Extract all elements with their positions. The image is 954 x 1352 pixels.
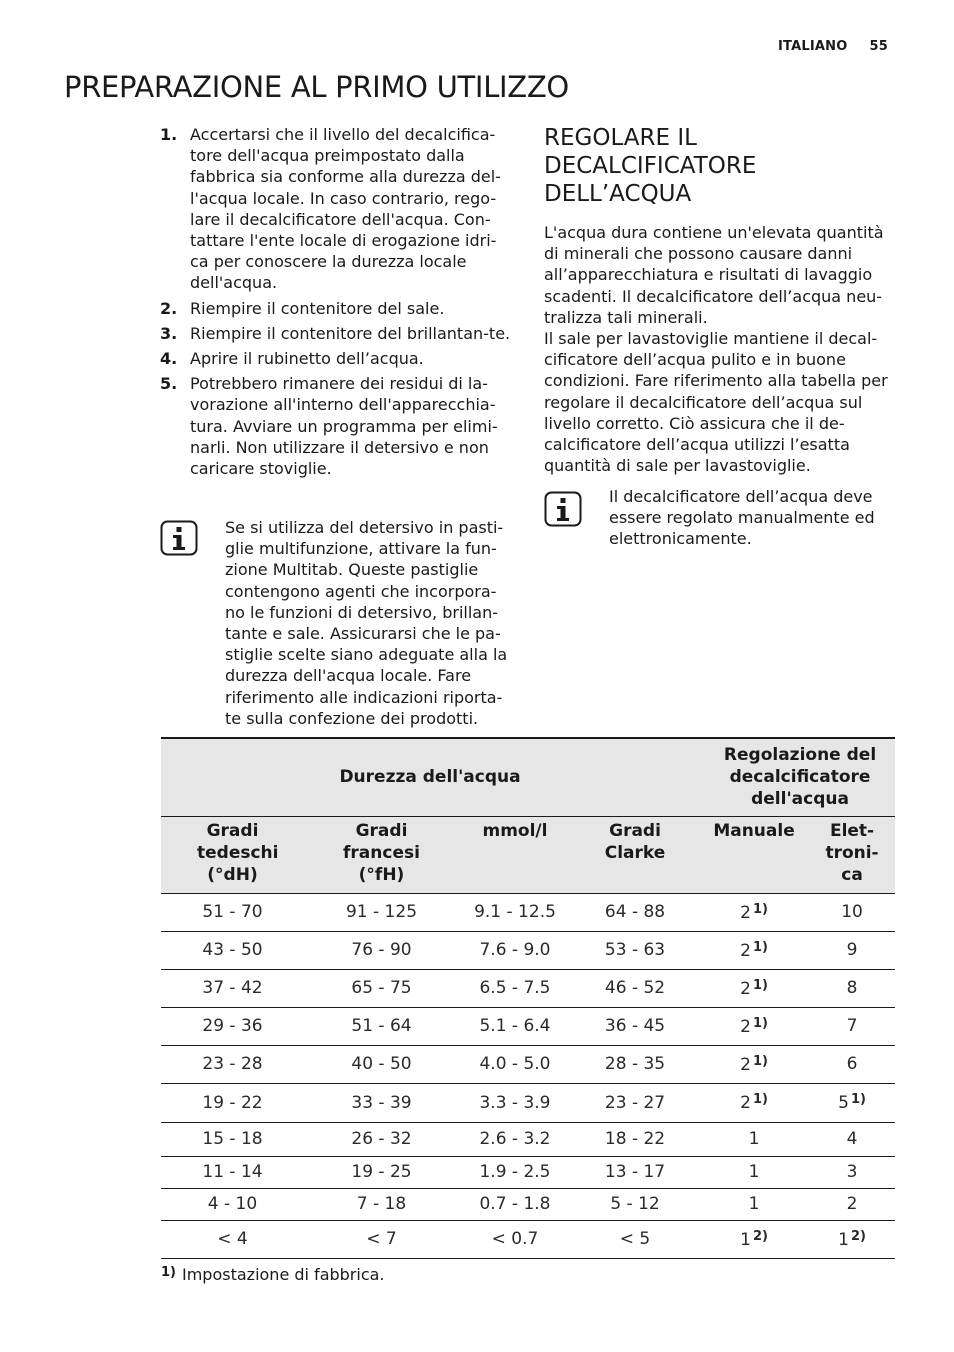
table-cell xyxy=(809,1122,895,1156)
table-cell: < 0.7 xyxy=(459,1220,571,1258)
page-number: 55 xyxy=(869,39,888,54)
group-header-adjustment xyxy=(699,738,895,816)
step-item xyxy=(160,124,512,294)
table-cell xyxy=(699,1188,809,1220)
table-cell xyxy=(699,1083,809,1122)
table-cell: 7 - 18 xyxy=(304,1188,459,1220)
setting-value: 2 xyxy=(740,1054,751,1075)
footnote-ref: 2) xyxy=(752,1228,768,1244)
table-cell: 6.5 - 7.5 xyxy=(459,969,571,1007)
table-row xyxy=(161,893,895,931)
setting-value: 2 xyxy=(740,940,751,961)
page-header xyxy=(778,39,888,54)
table-cell: 33 - 39 xyxy=(304,1083,459,1122)
column-header-label: Gradi Clarke xyxy=(604,820,666,863)
table-cell xyxy=(699,1220,809,1258)
table-cell: < 4 xyxy=(161,1220,304,1258)
multitab-note xyxy=(160,517,512,729)
table-cell: 11 - 14 xyxy=(161,1156,304,1188)
footnote-ref: 1) xyxy=(752,977,768,993)
step-text: Accertarsi che il livello del decalcifica-tore dell'acqua preimpostato dalla fabbrica sia conforme alla durezza del-l'acqua locale. In caso contrario, rego-lare il decalcificatore dell'acqua. Con-tattare l'ente locale di erogazione idri-ca per conoscere la durezza locale dell'acqua. xyxy=(190,125,501,293)
setting-value: 6 xyxy=(846,1054,858,1074)
column-header xyxy=(161,816,304,893)
footnote-text: Impostazione di fabbrica. xyxy=(182,1265,385,1284)
step-item xyxy=(160,373,512,479)
step-item xyxy=(160,348,512,369)
table-cell xyxy=(699,893,809,931)
table-cell: 64 - 88 xyxy=(571,893,699,931)
table-cell: < 5 xyxy=(571,1220,699,1258)
table-cell: 2.6 - 3.2 xyxy=(459,1122,571,1156)
table-cell: 4 - 10 xyxy=(161,1188,304,1220)
table-cell xyxy=(809,1045,895,1083)
column-header-label: Gradi tedeschi (°dH) xyxy=(197,820,279,885)
table-row xyxy=(161,931,895,969)
table-cell xyxy=(809,931,895,969)
step-number: 2. xyxy=(160,298,178,318)
table-cell: 26 - 32 xyxy=(304,1122,459,1156)
column-header xyxy=(304,816,459,893)
footnote-ref: 1) xyxy=(752,939,768,955)
table-cell xyxy=(699,1045,809,1083)
table-row xyxy=(161,1007,895,1045)
table-cell: 18 - 22 xyxy=(571,1122,699,1156)
footnote-ref: 1) xyxy=(752,1053,768,1069)
table-cell xyxy=(809,969,895,1007)
table-cell: 46 - 52 xyxy=(571,969,699,1007)
table-cell: 23 - 27 xyxy=(571,1083,699,1122)
table-cell: 5 - 12 xyxy=(571,1188,699,1220)
table-row xyxy=(161,1083,895,1122)
table-cell: 37 - 42 xyxy=(161,969,304,1007)
table-row xyxy=(161,1156,895,1188)
steps-list xyxy=(160,124,512,483)
section-heading: REGOLARE IL DECALCIFICATORE DELL’ACQUA xyxy=(544,125,757,207)
footnote-ref: 1) xyxy=(752,1092,768,1107)
step-number: 1. xyxy=(160,125,178,144)
table-cell: 43 - 50 xyxy=(161,931,304,969)
table-cell: < 7 xyxy=(304,1220,459,1258)
table-cell: 1.9 - 2.5 xyxy=(459,1156,571,1188)
water-hardness-table xyxy=(161,737,895,1259)
table-row xyxy=(161,1045,895,1083)
footnote-mark: 1) xyxy=(161,1265,176,1280)
table-cell: 9.1 - 12.5 xyxy=(459,893,571,931)
table-cell: 3.3 - 3.9 xyxy=(459,1083,571,1122)
step-number: 5. xyxy=(160,374,178,394)
table-cell: 13 - 17 xyxy=(571,1156,699,1188)
table-cell xyxy=(699,1007,809,1045)
table-cell xyxy=(809,1156,895,1188)
column-header xyxy=(809,816,895,893)
water-softener-section xyxy=(544,124,894,476)
info-icon xyxy=(160,520,198,556)
step-text: Potrebbero rimanere dei residui di la-vorazione all'interno dell'apparecchia-tura. Avviare un programma per elimi-narli. Non utilizzare il detersivo e non caricare stoviglie. xyxy=(190,374,498,479)
setting-value: 1 xyxy=(838,1229,849,1250)
table-cell xyxy=(699,1156,809,1188)
table-cell: 15 - 18 xyxy=(161,1122,304,1156)
step-text: Riempire il contenitore del brillantan-te. xyxy=(190,323,511,343)
step-text: Aprire il rubinetto dell’acqua. xyxy=(190,349,424,369)
footnote-ref: 2) xyxy=(850,1228,866,1244)
table-cell: 23 - 28 xyxy=(161,1045,304,1083)
setting-value: 7 xyxy=(846,1016,858,1036)
table-row xyxy=(161,1220,895,1258)
table-cell: 19 - 22 xyxy=(161,1083,304,1122)
footnote-ref: 1) xyxy=(752,901,768,917)
table-cell: 65 - 75 xyxy=(304,969,459,1007)
setting-value: 1 xyxy=(748,1194,760,1214)
setting-value: 4 xyxy=(846,1129,858,1149)
table-cell: 76 - 90 xyxy=(304,931,459,969)
note-text: Se si utilizza del detersivo in pasti-glie multifunzione, attivare la fun-zione Multitab. Queste pastiglie contengono agenti che incorpora-no le funzioni di detersivo, brillan-tante e sale. Assicurarsi che le pa-stiglie scelte siano adeguate alla la durezza dell'acqua locale. Fare riferimento alle indicazioni riporta-te sulla confezione dei prodotti. xyxy=(225,518,508,728)
setting-value: 2 xyxy=(740,902,751,923)
table-cell xyxy=(809,1083,895,1122)
info-icon xyxy=(544,491,582,527)
footnote-ref: 1) xyxy=(850,1092,866,1107)
table-cell: 51 - 64 xyxy=(304,1007,459,1045)
step-text: Riempire il contenitore del sale. xyxy=(190,298,445,318)
table-cell: 36 - 45 xyxy=(571,1007,699,1045)
table-cell: 40 - 50 xyxy=(304,1045,459,1083)
page-title: PREPARAZIONE AL PRIMO UTILIZZO xyxy=(64,70,569,104)
table-cell: 4.0 - 5.0 xyxy=(459,1045,571,1083)
group-header-adjustment-label: Regolazione del decalcificatore dell'acqua xyxy=(723,745,877,810)
step-item xyxy=(160,298,512,319)
column-header xyxy=(571,816,699,893)
table-cell xyxy=(809,1188,895,1220)
setting-value: 2 xyxy=(846,1194,858,1214)
table-cell: 5.1 - 6.4 xyxy=(459,1007,571,1045)
step-item xyxy=(160,323,512,344)
table-row xyxy=(161,1188,895,1220)
table-cell: 0.7 - 1.8 xyxy=(459,1188,571,1220)
setting-value: 5 xyxy=(838,1093,849,1113)
table-cell: 91 - 125 xyxy=(304,893,459,931)
footnote-ref: 1) xyxy=(752,1015,768,1031)
setting-value: 10 xyxy=(841,902,863,922)
setting-value: 2 xyxy=(740,978,751,999)
table-row xyxy=(161,969,895,1007)
table-cell: 19 - 25 xyxy=(304,1156,459,1188)
table-cell: 29 - 36 xyxy=(161,1007,304,1045)
table-cell: 53 - 63 xyxy=(571,931,699,969)
setting-value: 1 xyxy=(748,1129,760,1149)
header-language: ITALIANO xyxy=(778,39,848,54)
section-paragraph: L'acqua dura contiene un'elevata quantità di minerali che possono causare danni all’apparecchiatura e risultati di lavaggio scadenti. Il decalcificatore dell’acqua neu-tralizza tali minerali. Il sale per lavastoviglie mantiene il decal-cificatore dell’acqua pulito e in buone condizioni. Fare riferimento alla tabella per regolare il decalcificatore dell’acqua sul livello corretto. Ciò assicura che il de-calcificatore dell’acqua utilizzi l’esatta quantità di sale per lavastoviglie. xyxy=(544,223,888,476)
table-cell xyxy=(809,893,895,931)
setting-value: 3 xyxy=(846,1162,858,1182)
step-number: 3. xyxy=(160,323,178,343)
setting-value: 2 xyxy=(740,1016,751,1037)
column-header: mmol/l xyxy=(459,816,571,893)
table-cell xyxy=(699,1122,809,1156)
setting-value: 8 xyxy=(846,978,858,998)
table-cell xyxy=(699,931,809,969)
setting-value: 9 xyxy=(846,940,858,960)
setting-value: 1 xyxy=(748,1162,760,1182)
setting-value: 1 xyxy=(740,1229,751,1250)
column-header-label: Elet-troni-ca xyxy=(825,820,879,885)
setting-value: 2 xyxy=(740,1093,751,1113)
column-header: Manuale xyxy=(699,816,809,893)
group-header-hardness: Durezza dell'acqua xyxy=(161,738,699,816)
table-cell: 28 - 35 xyxy=(571,1045,699,1083)
table-cell: 51 - 70 xyxy=(161,893,304,931)
note-text: Il decalcificatore dell’acqua deve essere regolato manualmente ed elettronicamente. xyxy=(609,487,875,549)
table-cell xyxy=(809,1007,895,1045)
column-header-label: Gradi francesi (°fH) xyxy=(343,820,420,885)
step-number: 4. xyxy=(160,349,178,369)
table-cell: 7.6 - 9.0 xyxy=(459,931,571,969)
footnote xyxy=(161,1265,385,1284)
table-row xyxy=(161,1122,895,1156)
table-cell xyxy=(699,969,809,1007)
softener-note xyxy=(544,486,894,550)
table-cell xyxy=(809,1220,895,1258)
